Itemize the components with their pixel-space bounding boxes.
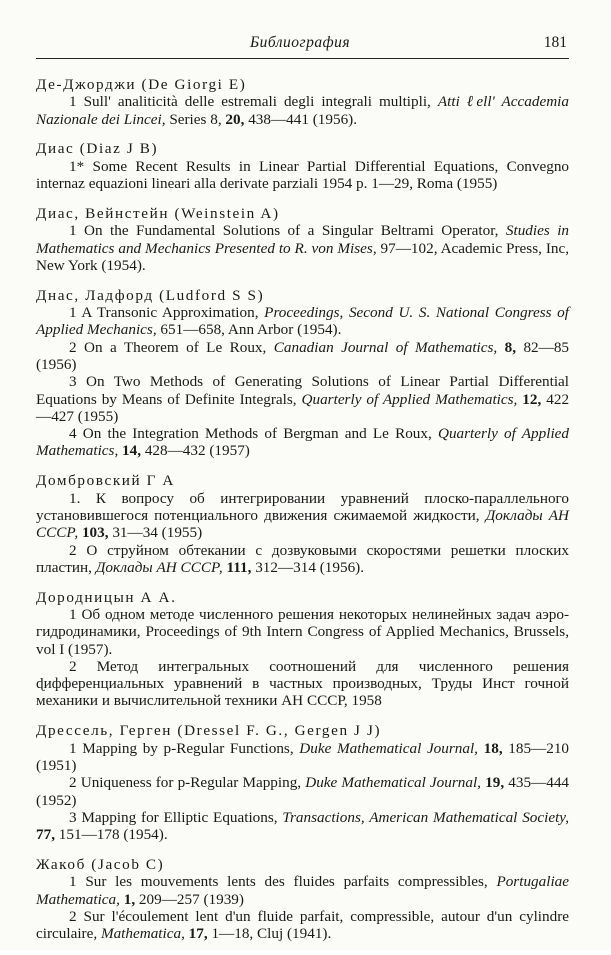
bib-item: 1. К вопросу об интегрировании уравнений плоско-параллельного установившегося потенциального движения сжимаемой жидкости, Доклады АН СССР, 103, 31—34 (1955) (36, 489, 570, 542)
pages: 209—257 (1939) (138, 890, 244, 908)
entry-author: Диас, Вейнстейн (Weinstein A) (36, 204, 280, 222)
source-title: Canadian Journal of Mathematics, (273, 338, 498, 356)
pages: 428—432 (1957) (144, 442, 250, 460)
bib-item: 1 A Transonic Approximation, Proceedings, Second U. S. National Congress of Applied Mechanics, 651—658, Ann Arbor (1954). (36, 304, 570, 339)
bib-entry (36, 287, 569, 460)
volume: 8, (504, 338, 517, 356)
item-number: 2 (69, 657, 77, 675)
bib-item: 1 Sull' analiticità delle estremali degli integrali multipli, Atti ℓell' Accademia Nazionale dei Lincei, Series 8, 20, 438—441 (1956). (36, 93, 569, 128)
item-number: 2 (69, 907, 77, 925)
page-number: 181 (543, 34, 567, 51)
entry-author: Жакоб (Jacob C) (36, 856, 165, 874)
volume: 20, (225, 110, 245, 128)
source-title: Quarterly of Applied Mathematics, (36, 425, 570, 460)
bib-entry (36, 722, 569, 843)
item-number: 2 (69, 338, 77, 356)
pages: 185—210 (1951) (36, 739, 569, 774)
running-title: Библиография (250, 34, 351, 51)
bib-item: 3 Mapping for Elliptic Equations, Transactions, American Mathematical Society, 77, 151—178 (1954). (36, 808, 569, 844)
bib-item: 2 Uniqueness for p-Regular Mapping, Duke Mathematical Journal, 19, 435—444 (1952) (36, 774, 569, 809)
item-number: 1. (69, 489, 81, 507)
volume: 14, (122, 442, 142, 460)
volume: 17, (188, 925, 208, 943)
volume: 18, (483, 739, 503, 757)
source-title: Mathematica, (100, 925, 185, 943)
bib-item: 3 On Two Methods of Generating Solutions of Linear Partial Differential Equations by Means of Definite Integrals, Quarterly of Applied Mathematics, 12, 422—427 (1955) (36, 373, 570, 425)
bib-entry (36, 472, 569, 576)
item-number: 2 (69, 774, 77, 792)
source-title: Studies in Mathematics and Mechanics Presented to R. von Mises, (36, 222, 570, 257)
bib-item: 1 Об одном методе численного решения некоторых нелинейных задач аэро-гидродинамики, Proceedings of 9th Intern Congress of Applied Mechanics, Brussels, vol I (1957). (36, 605, 569, 658)
entry-author: Де-Джорджи (De Giorgi E) (36, 76, 247, 93)
source-title: Portugaliae Mathematica, (36, 873, 569, 908)
entry-author: Днас, Ладфорд (Ludford S S) (36, 286, 265, 304)
volume: 77, (36, 826, 55, 844)
item-number: 1 (69, 93, 77, 111)
bib-entry (36, 76, 569, 128)
bib-entry (36, 205, 569, 274)
pages: 312—314 (1956). (255, 558, 365, 576)
source-title: Proceedings, Second U. S. National Congress of Applied Mechanics, (36, 304, 570, 339)
bib-item: 1 On the Fundamental Solutions of a Singular Beltrami Operator, Studies in Mathematics and Mechanics Presented to R. von Mises, 97—102, Academic Press, Inc, New York (1954). (36, 222, 570, 274)
bib-entry (36, 856, 569, 942)
item-number: 1 (69, 605, 77, 623)
item-number: 1 (69, 873, 77, 891)
bib-item: 4 On the Integration Methods of Bergman and Le Roux, Quarterly of Applied Mathematics, 14, 428—432 (1957) (36, 425, 570, 460)
source-title: Quarterly of Applied Mathematics, (301, 390, 518, 408)
item-number: 3 (69, 373, 77, 391)
bib-item: 1* Some Recent Results in Linear Partial Differential Equations, Convegno internaz equazioni lineari alla derivate parziali 1954 p. 1—29, Roma (1955) (36, 157, 570, 193)
source-title: Доклады АН СССР, (36, 506, 570, 542)
entry-author: Дрессель, Герген (Dressel F. G., Gergen J J) (36, 722, 382, 740)
entry-author: Диас (Diaz J B) (36, 140, 159, 158)
source-title: Duke Mathematical Journal, (305, 774, 481, 792)
bib-item: 1 Mapping by p-Regular Functions, Duke Mathematical Journal, 18, 185—210 (1951) (36, 739, 569, 774)
volume: 103, (81, 524, 109, 542)
bib-item: 1 Sur les mouvements lents des fluides parfaits compressibles, Portugaliae Mathematica, 1, 209—257 (1939) (36, 873, 569, 908)
bib-item: 2 On a Theorem of Le Roux, Canadian Journal of Mathematics, 8, 82—85 (1956) (36, 338, 570, 373)
entry-author: Дородницын А А. (36, 588, 177, 606)
pages: 435—444 (1952) (36, 774, 569, 809)
volume: 111, (226, 558, 252, 576)
page-header (36, 30, 569, 59)
bib-entry (36, 140, 569, 192)
item-number: 2 (69, 541, 77, 559)
item-number: 3 (69, 808, 77, 826)
entry-author: Домбровский Г А (36, 472, 175, 490)
source-title: Atti ℓell' Accademia Nazionale dei Lincei, (36, 93, 569, 128)
bibliography (36, 76, 569, 955)
bib-item: 2 Метод интегральных соотношений для численного решения ɖифференциальных уравнений в частных производных, Труды Инст гочной механики и вычислительной техники АН СССР, 1958 (36, 657, 569, 710)
item-number: 1* (69, 157, 85, 175)
item-number: 1 (69, 222, 77, 240)
item-number: 1 (69, 304, 77, 322)
source-title: Transactions, American Mathematical Society, (282, 808, 569, 826)
pages: 438—441 (1956). (248, 110, 358, 128)
source-title: Duke Mathematical Journal, (299, 739, 478, 757)
pages: 151—178 (1954). (58, 826, 168, 844)
volume: 19, (485, 774, 505, 792)
pages: 422—427 (1955) (36, 390, 570, 425)
pages: 31—34 (1955) (112, 524, 203, 542)
volume: 1, (123, 890, 136, 908)
volume: 12, (522, 390, 542, 408)
pages: 82—85 (1956) (36, 338, 570, 373)
bib-item: 2 Sur l'écoulement lent d'un fluide parfait, compressible, autour d'un cylindre circulaire, Mathematica, 17, 1—18, Cluj (1941). (36, 907, 569, 943)
bib-entry (36, 589, 569, 710)
source-title: Доклады АН СССР, (95, 558, 223, 576)
item-number: 4 (69, 425, 77, 443)
bib-item: 2 О струйном обтекании с дозвуковыми скоростями решетки плоских пластин, Доклады АН СССР, 111, 312—314 (1956). (36, 541, 570, 576)
pages: 1—18, Cluj (1941). (211, 925, 332, 943)
item-number: 1 (69, 739, 77, 757)
